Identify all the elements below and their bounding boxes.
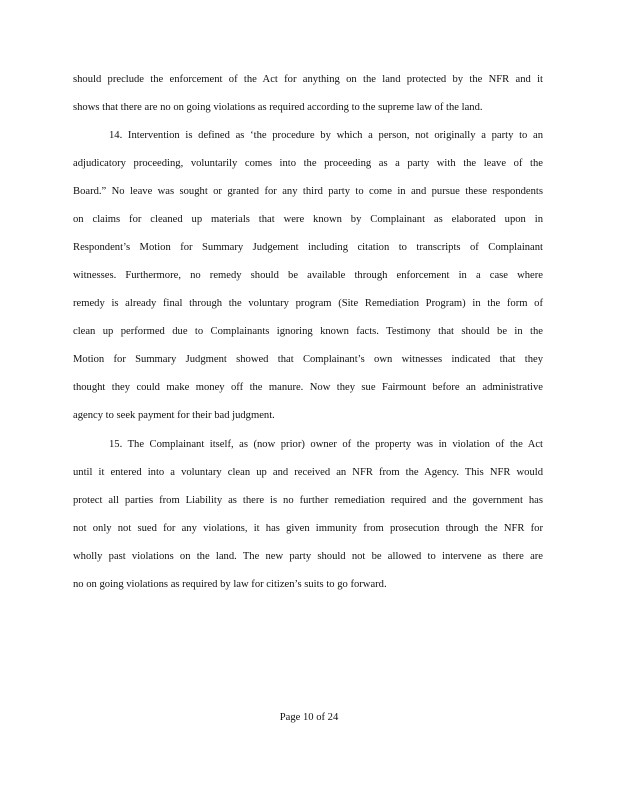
text-line: clean up performed due to Complainants ignoring known facts. Testimony that should be in the (73, 326, 543, 337)
text-line: no on going violations as required by law for citizen’s suits to go forward. (73, 579, 387, 590)
text-line: Board.” No leave was sought or granted for any third party to come in and pursue these respondents (73, 186, 543, 197)
text-line: Respondent’s Motion for Summary Judgement including citation to transcripts of Complainant (73, 242, 543, 253)
text-line: protect all parties from Liability as there is no further remediation required and the government has (73, 495, 543, 506)
page-number-footer: Page 10 of 24 (279, 712, 339, 723)
text-line: witnesses. Furthermore, no remedy should be available through enforcement in a case where (73, 270, 543, 281)
text-line: should preclude the enforcement of the Act for anything on the land protected by the NFR and it (73, 74, 543, 85)
text-line: shows that there are no on going violations as required according to the supreme law of the land. (73, 102, 483, 113)
text-line: adjudicatory proceeding, voluntarily comes into the proceeding as a party with the leave of the (73, 158, 543, 169)
paragraph-14-first-line: 14. Intervention is defined as ‘the procedure by which a person, not originally a party to an (109, 130, 543, 141)
text-line: thought they could make money off the manure. Now they sue Fairmount before an administrative (73, 382, 543, 393)
paragraph-15-first-line: 15. The Complainant itself, as (now prior) owner of the property was in violation of the Act (109, 439, 543, 450)
text-line: wholly past violations on the land. The new party should not be allowed to intervene as there are (73, 551, 543, 562)
text-line: not only not sued for any violations, it has given immunity from prosecution through the NFR for (73, 523, 543, 534)
text-line: remedy is already final through the voluntary program (Site Remediation Program) in the form of (73, 298, 543, 309)
text-line: Motion for Summary Judgment showed that Complainant’s own witnesses indicated that they (73, 354, 543, 365)
text-line: on claims for cleaned up materials that were known by Complainant as elaborated upon in (73, 214, 543, 225)
text-line: agency to seek payment for their bad judgment. (73, 410, 275, 421)
text-line: until it entered into a voluntary clean up and received an NFR from the Agency. This NFR would (73, 467, 543, 478)
